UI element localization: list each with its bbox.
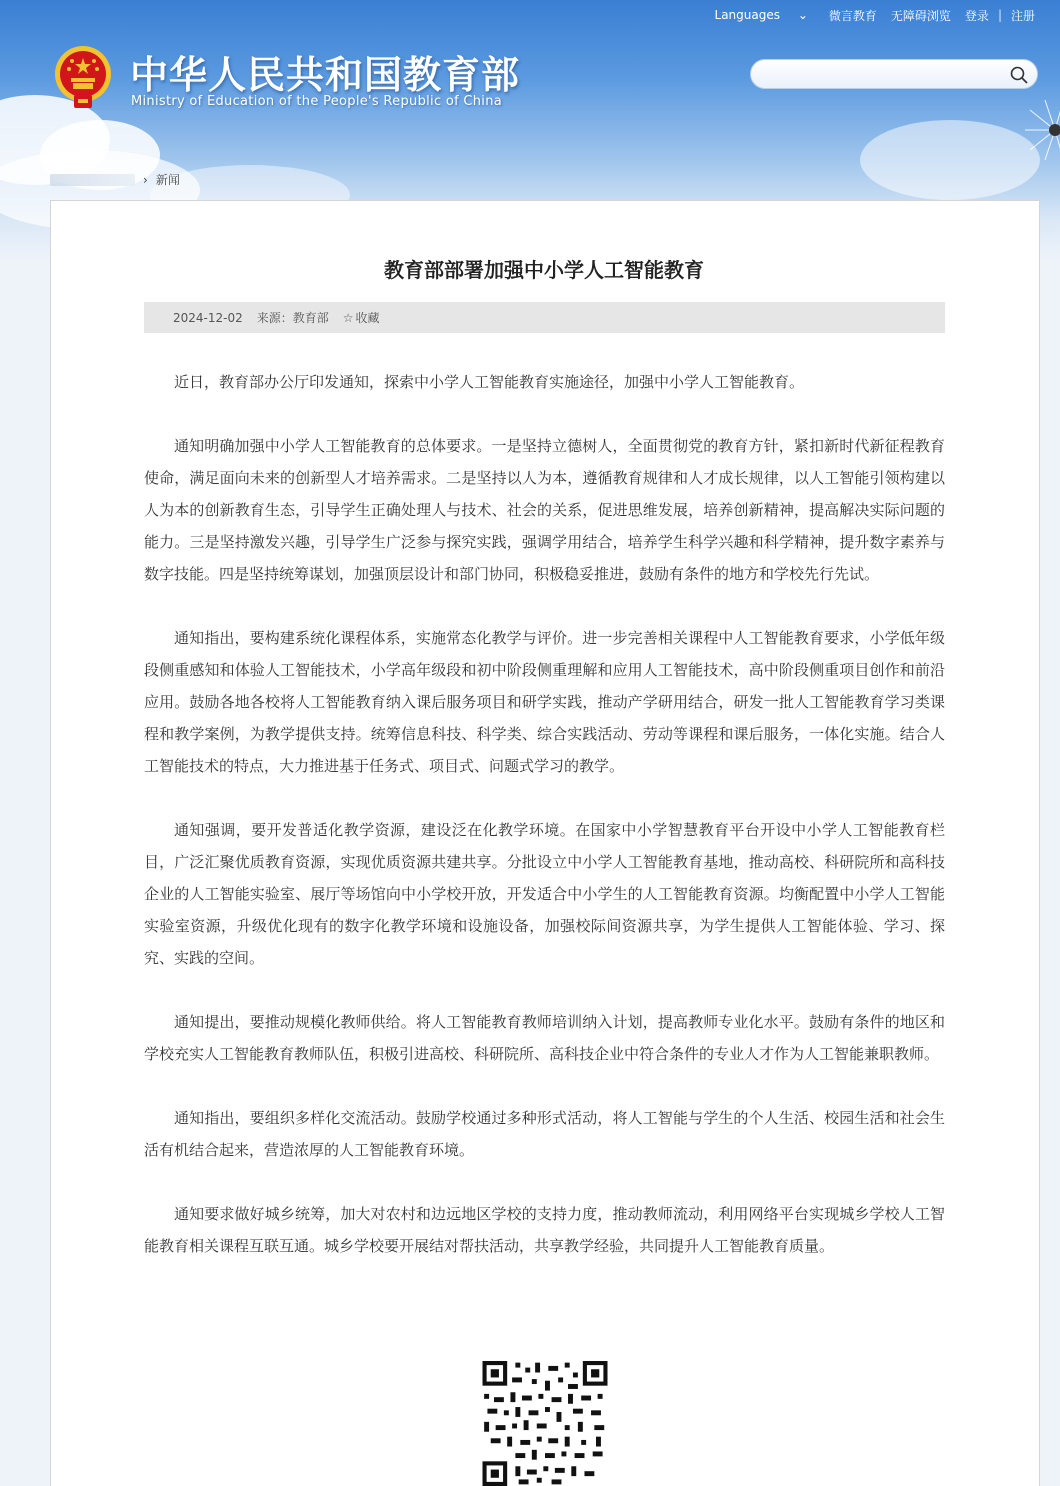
weiyan-jiaoyu-link[interactable]: 微言教育	[828, 8, 877, 23]
site-subtitle: Ministry of Education of the People's Republic of China	[131, 94, 503, 109]
article-paragraph: 通知指出，要组织多样化交流活动。鼓励学校通过多种形式活动，将人工智能与学生的个人生活、校园生活和社会生活有机结合起来，营造浓厚的人工智能教育环境。	[144, 1109, 945, 1159]
dandelion-icon	[1010, 80, 1060, 180]
search-input[interactable]	[750, 59, 1038, 89]
article-paragraph: 通知提出，要推动规模化教师供给。将人工智能教育教师培训纳入计划，提高教师专业化水平。鼓励有条件的地区和学校充实人工智能教育教师队伍，积极引进高校、科研院所、高科技企业中符合条件的专业人才作为人工智能兼职教师。	[144, 1013, 945, 1063]
article-paragraph: 近日，教育部办公厅印发通知，探索中小学人工智能教育实施途径，加强中小学人工智能教育。	[174, 373, 805, 391]
article-title: 教育部部署加强中小学人工智能教育	[384, 258, 704, 282]
breadcrumb-current[interactable]: 新闻	[155, 173, 180, 187]
publish-date: 2024-12-02	[173, 310, 243, 325]
site-title[interactable]: 中华人民共和国教育部	[130, 52, 521, 97]
chevron-right-icon: ›	[143, 172, 148, 187]
breadcrumb	[50, 171, 180, 188]
accessibility-link[interactable]: 无障碍浏览	[890, 8, 951, 23]
breadcrumb-home-link[interactable]	[50, 174, 135, 186]
article-paragraph: 通知指出，要构建系统化课程体系，实施常态化教学与评价。进一步完善相关课程中人工智能教育要求，小学低年级段侧重感知和体验人工智能技术，小学高年级段和初中阶段侧重理解和应用人工智能技术，高中阶段侧重项目创作和前沿应用。鼓励各地各校将人工智能教育纳入课后服务项目和研学实践，推动产学研用结合，研发一批人工智能教育学习类课程和教学案例，为教学提供支持。统筹信息科技、科学类、综合实践活动、劳动等课程和课后服务，一体化实施。结合人工智能技术的特点，大力推进基于任务式、项目式、问题式学习的教学。	[144, 629, 945, 775]
article-paragraph: 通知强调，要开发普适化教学资源，建设泛在化教学环境。在国家中小学智慧教育平台开设中小学人工智能教育栏目，广泛汇聚优质教育资源，实现优质资源共建共享。分批设立中小学人工智能教育基地，推动高校、科研院所和高科技企业的人工智能实验室、展厅等场馆向中小学校开放，开发适合中小学生的人工智能教育资源。均衡配置中小学人工智能实验室资源，升级优化现有的数字化教学环境和设施设备，加强校际间资源共享，为学生提供人工智能体验、学习、探究、实践的空间。	[144, 821, 945, 967]
article-source: 来源：教育部	[256, 311, 329, 325]
national-emblem-icon[interactable]	[52, 44, 114, 110]
chevron-down-icon: ⌄	[797, 8, 808, 22]
qr-code-icon	[469, 1361, 621, 1486]
languages-link[interactable]: Languages ⌄	[701, 8, 822, 22]
article-body	[144, 366, 945, 1294]
favorite-button[interactable]	[343, 309, 380, 326]
login-link[interactable]: 登录	[964, 8, 989, 23]
search-icon[interactable]	[1009, 65, 1029, 85]
top-links-bar	[701, 6, 1042, 24]
favorite-label: 收藏	[355, 311, 380, 325]
article-paragraph: 通知要求做好城乡统筹，加大对农村和边远地区学校的支持力度，推动教师流动，利用网络平台实现城乡学校人工智能教育相关课程互联互通。城乡学校要开展结对帮扶活动，共享教学经验，共同提升人工智能教育质量。	[144, 1205, 945, 1255]
article-paragraph: 通知明确加强中小学人工智能教育的总体要求。一是坚持立德树人，全面贯彻党的教育方针，紧扣新时代新征程教育使命，满足面向未来的创新型人才培养需求。二是坚持以人为本，遵循教育规律和人才成长规律，以人工智能引领构建以人为本的创新教育生态，引导学生正确处理人与技术、社会的关系，促进思维发展，培养创新精神，提高解决实际问题的能力。三是坚持激发兴趣，引导学生广泛参与探究实践，强调学用结合，培养学生科学兴趣和科学精神，提升数字素养与数字技能。四是坚持统筹谋划，加强顶层设计和部门协同，积极稳妥推进，鼓励有条件的地方和学校先行先试。	[144, 437, 945, 583]
register-link[interactable]: 注册	[1010, 8, 1035, 23]
separator: |	[997, 8, 1002, 22]
star-icon: ☆	[342, 310, 354, 325]
article-meta-bar	[144, 302, 945, 333]
